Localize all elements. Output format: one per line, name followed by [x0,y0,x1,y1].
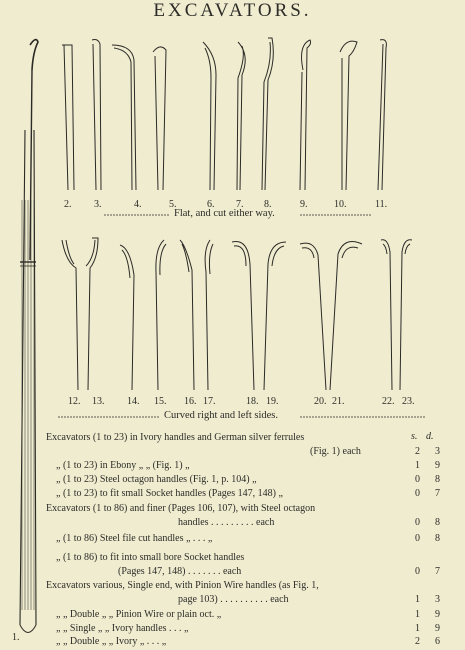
price-pence: 7 [435,488,440,499]
excavator-fig-18 [232,241,254,390]
price-row [46,460,464,474]
excavator-fig-5 [153,47,166,190]
price-row [46,594,464,608]
price-desc: „ „ Double „ „ Pinion Wire or plain oct. „ [56,609,222,620]
excavator-fig-6 [203,42,216,190]
excavator-fig-22 [381,240,392,390]
price-row [46,503,464,517]
price-row [46,488,464,502]
price-row [46,623,464,637]
top-row-instruments [62,38,386,190]
bottom-row-instruments [62,238,412,390]
fig-label-4: 4. [134,199,142,210]
price-desc: Excavators various, Single end, with Pinion Wire handles (as Fig. 1, [46,580,319,591]
excavator-fig-20 [300,243,326,390]
fig-label-20: 20. [314,396,327,407]
fig-label-12: 12. [68,396,81,407]
fig-label-6: 6. [207,199,215,210]
excavator-fig-2 [62,45,74,190]
price-shillings: 0 [415,474,420,485]
price-desc: Excavators (1 to 23) in Ivory handles and German silver ferrules [46,432,305,443]
price-pence: 7 [435,566,440,577]
fig-label-19: 19. [266,396,279,407]
price-pence: 3 [435,594,440,605]
price-desc: „ „ Double „ „ Ivory „ . . . „ [56,636,167,647]
price-shillings: 1 [415,460,420,471]
excavator-fig-12 [62,240,78,390]
fig-label-7: 7. [236,199,244,210]
fig-label-5: 5. [169,199,177,210]
fig-label-1: 1. [12,632,20,643]
price-row [46,432,464,446]
excavator-fig-7 [237,42,245,190]
price-row [46,533,464,547]
price-desc: Excavators (1 to 86) and finer (Pages 106, 107), with Steel octagon [46,503,316,514]
fig-label-3: 3. [94,199,102,210]
price-desc: (Fig. 1) each [310,446,361,457]
price-shillings: 1 [415,594,420,605]
excavator-fig-4 [112,45,136,190]
fig-label-16: 16. [184,396,197,407]
price-shillings: 2 [415,636,420,647]
caption-curved: Curved right and left sides. [164,410,279,421]
excavator-fig-23 [400,240,412,390]
price-pence: 8 [435,517,440,528]
excavator-fig-3 [92,40,101,191]
excavator-fig-14 [120,245,134,390]
fig-label-8: 8. [264,199,272,210]
price-shillings: 0 [415,533,420,544]
fig-label-2: 2. [64,199,72,210]
price-pence: 9 [435,609,440,620]
page-title: EXCAVATORS. [153,0,312,21]
excavator-fig-10 [340,41,357,190]
price-row [46,552,464,566]
price-desc: (Pages 147, 148) . . . . . . . each [118,566,242,577]
excavator-fig-16 [180,240,194,390]
excavator-fig-1-illustration [20,40,38,633]
price-row [46,566,464,580]
price-row [46,580,464,594]
price-desc: „ (1 to 86) Steel file cut handles „ . . . „ [56,533,213,544]
price-pence: 9 [435,623,440,634]
price-desc: handles . . . . . . . . . each [178,517,275,528]
excavator-fig-19 [264,242,286,390]
fig-label-21: 21. [332,396,345,407]
caption-flat: Flat, and cut either way. [174,208,275,219]
price-row [46,636,464,650]
fig-label-18: 18. [246,396,259,407]
fig-label-13: 13. [92,396,105,407]
price-shillings: 0 [415,566,420,577]
excavator-fig-9 [300,40,311,190]
pence-header: d. [426,431,434,442]
excavator-fig-15 [156,240,166,390]
excavator-fig-8 [262,38,273,190]
price-pence: 8 [435,533,440,544]
price-row [46,474,464,488]
price-desc: „ (1 to 86) to fit into small bore Socket handles [56,552,245,563]
fig-label-14: 14. [127,396,140,407]
excavator-fig-13 [86,238,98,390]
shillings-header: s. [411,431,418,442]
price-pence: 8 [435,474,440,485]
price-row [46,609,464,623]
price-shillings: 0 [415,517,420,528]
price-row [46,517,464,531]
price-shillings: 1 [415,609,420,620]
excavator-fig-17 [205,240,213,390]
fig-label-11: 11. [375,199,388,210]
fig-label-9: 9. [300,199,308,210]
price-pence: 6 [435,636,440,647]
price-pence: 3 [435,446,440,457]
excavator-fig-11 [378,40,386,190]
price-desc: page 103) . . . . . . . . . . each [178,594,289,605]
price-shillings: 2 [415,446,420,457]
fig-label-15: 15. [154,396,167,407]
price-desc: „ (1 to 23) in Ebony „ „ (Fig. 1) „ [56,460,190,471]
price-row [46,446,464,460]
price-desc: „ (1 to 23) to fit small Socket handles (Pages 147, 148) „ [56,488,283,499]
fig-label-23: 23. [402,396,415,407]
price-desc: „ „ Single „ „ Ivory handles . . . „ [56,623,189,634]
fig-label-10: 10. [334,199,347,210]
price-pence: 9 [435,460,440,471]
bottom-row-labels [68,396,415,407]
fig-label-22: 22. [382,396,395,407]
price-shillings: 0 [415,488,420,499]
price-shillings: 1 [415,623,420,634]
excavator-fig-21 [330,242,362,390]
fig-label-17: 17. [203,396,216,407]
price-desc: „ (1 to 23) Steel octagon handles (Fig. 1, p. 104) „ [56,474,257,485]
